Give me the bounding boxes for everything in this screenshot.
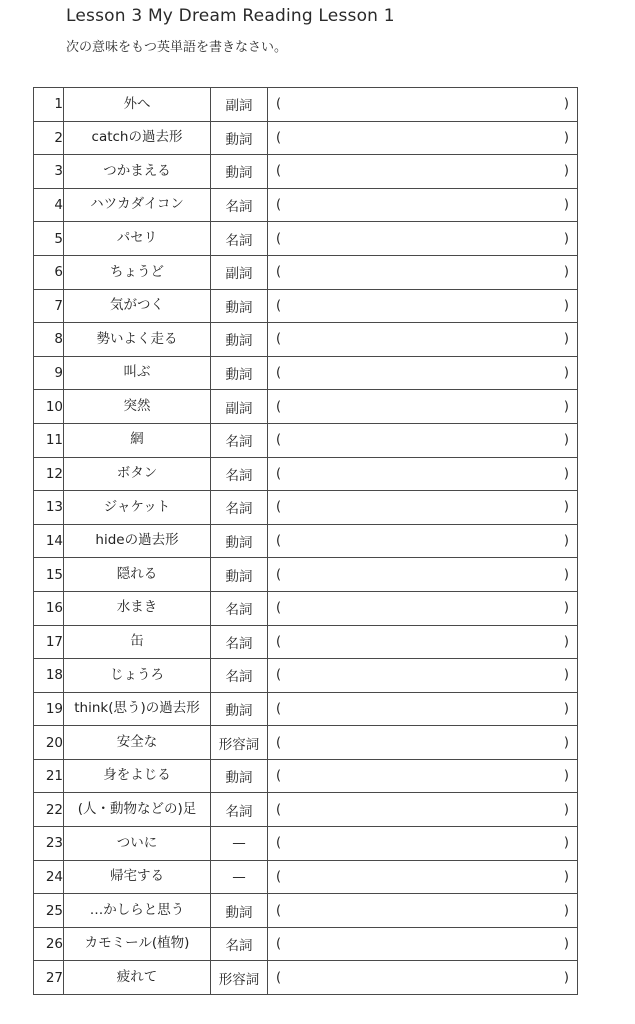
table-row bbox=[34, 659, 578, 693]
japanese-meaning: think(思う)の過去形 bbox=[64, 692, 211, 726]
japanese-meaning: 気がつく bbox=[64, 289, 211, 323]
answer-blank[interactable] bbox=[268, 188, 578, 222]
answer-blank[interactable] bbox=[268, 961, 578, 995]
close-paren: ) bbox=[563, 130, 569, 146]
part-of-speech: 動詞 bbox=[211, 524, 268, 558]
close-paren: ) bbox=[563, 499, 569, 515]
part-of-speech: 名詞 bbox=[211, 222, 268, 256]
japanese-meaning: 安全な bbox=[64, 726, 211, 760]
open-paren: ( bbox=[276, 835, 282, 851]
table-row bbox=[34, 121, 578, 155]
open-paren: ( bbox=[276, 903, 282, 919]
part-of-speech: — bbox=[211, 827, 268, 861]
japanese-meaning: じょうろ bbox=[64, 659, 211, 693]
open-paren: ( bbox=[276, 130, 282, 146]
close-paren: ) bbox=[563, 163, 569, 179]
part-of-speech: 動詞 bbox=[211, 759, 268, 793]
row-number: 16 bbox=[34, 591, 64, 625]
japanese-meaning: …かしらと思う bbox=[64, 894, 211, 928]
table-row bbox=[34, 894, 578, 928]
row-number: 9 bbox=[34, 356, 64, 390]
table-row bbox=[34, 88, 578, 122]
worksheet-instruction: 次の意味をもつ英単語を書きなさい。 bbox=[66, 40, 288, 55]
part-of-speech: 名詞 bbox=[211, 188, 268, 222]
answer-blank[interactable] bbox=[268, 894, 578, 928]
table-row bbox=[34, 255, 578, 289]
vocabulary-table-body bbox=[34, 88, 578, 995]
part-of-speech: 形容詞 bbox=[211, 726, 268, 760]
part-of-speech: 動詞 bbox=[211, 692, 268, 726]
table-row bbox=[34, 457, 578, 491]
table-row bbox=[34, 188, 578, 222]
table-row bbox=[34, 625, 578, 659]
close-paren: ) bbox=[563, 567, 569, 583]
table-row bbox=[34, 423, 578, 457]
japanese-meaning: 外へ bbox=[64, 88, 211, 122]
open-paren: ( bbox=[276, 432, 282, 448]
row-number: 2 bbox=[34, 121, 64, 155]
open-paren: ( bbox=[276, 567, 282, 583]
part-of-speech: 動詞 bbox=[211, 558, 268, 592]
close-paren: ) bbox=[563, 701, 569, 717]
row-number: 13 bbox=[34, 491, 64, 525]
row-number: 19 bbox=[34, 692, 64, 726]
row-number: 27 bbox=[34, 961, 64, 995]
answer-blank[interactable] bbox=[268, 222, 578, 256]
row-number: 1 bbox=[34, 88, 64, 122]
table-row bbox=[34, 927, 578, 961]
close-paren: ) bbox=[563, 96, 569, 112]
part-of-speech: — bbox=[211, 860, 268, 894]
open-paren: ( bbox=[276, 701, 282, 717]
japanese-meaning: カモミール(植物) bbox=[64, 927, 211, 961]
answer-blank[interactable] bbox=[268, 759, 578, 793]
worksheet-title: Lesson 3 My Dream Reading Lesson 1 bbox=[66, 6, 395, 26]
row-number: 8 bbox=[34, 323, 64, 357]
row-number: 18 bbox=[34, 659, 64, 693]
part-of-speech: 動詞 bbox=[211, 356, 268, 390]
table-row bbox=[34, 726, 578, 760]
open-paren: ( bbox=[276, 231, 282, 247]
table-row bbox=[34, 692, 578, 726]
row-number: 5 bbox=[34, 222, 64, 256]
close-paren: ) bbox=[563, 432, 569, 448]
table-row bbox=[34, 860, 578, 894]
part-of-speech: 動詞 bbox=[211, 894, 268, 928]
part-of-speech: 動詞 bbox=[211, 323, 268, 357]
japanese-meaning: パセリ bbox=[64, 222, 211, 256]
close-paren: ) bbox=[563, 298, 569, 314]
row-number: 7 bbox=[34, 289, 64, 323]
table-row bbox=[34, 524, 578, 558]
open-paren: ( bbox=[276, 869, 282, 885]
answer-blank[interactable] bbox=[268, 625, 578, 659]
table-row bbox=[34, 390, 578, 424]
answer-blank[interactable] bbox=[268, 524, 578, 558]
open-paren: ( bbox=[276, 970, 282, 986]
open-paren: ( bbox=[276, 499, 282, 515]
close-paren: ) bbox=[563, 634, 569, 650]
answer-blank[interactable] bbox=[268, 659, 578, 693]
part-of-speech: 名詞 bbox=[211, 591, 268, 625]
japanese-meaning: 突然 bbox=[64, 390, 211, 424]
japanese-meaning: 隠れる bbox=[64, 558, 211, 592]
vocabulary-table bbox=[33, 87, 578, 995]
answer-blank[interactable] bbox=[268, 289, 578, 323]
close-paren: ) bbox=[563, 365, 569, 381]
answer-blank[interactable] bbox=[268, 88, 578, 122]
part-of-speech: 動詞 bbox=[211, 289, 268, 323]
table-row bbox=[34, 961, 578, 995]
japanese-meaning: 叫ぶ bbox=[64, 356, 211, 390]
answer-blank[interactable] bbox=[268, 155, 578, 189]
part-of-speech: 副詞 bbox=[211, 88, 268, 122]
row-number: 20 bbox=[34, 726, 64, 760]
row-number: 26 bbox=[34, 927, 64, 961]
open-paren: ( bbox=[276, 667, 282, 683]
row-number: 24 bbox=[34, 860, 64, 894]
row-number: 6 bbox=[34, 255, 64, 289]
part-of-speech: 名詞 bbox=[211, 793, 268, 827]
open-paren: ( bbox=[276, 163, 282, 179]
japanese-meaning: hideの過去形 bbox=[64, 524, 211, 558]
close-paren: ) bbox=[563, 936, 569, 952]
close-paren: ) bbox=[563, 197, 569, 213]
open-paren: ( bbox=[276, 298, 282, 314]
open-paren: ( bbox=[276, 96, 282, 112]
row-number: 11 bbox=[34, 423, 64, 457]
japanese-meaning: 疲れて bbox=[64, 961, 211, 995]
table-row bbox=[34, 289, 578, 323]
row-number: 10 bbox=[34, 390, 64, 424]
table-row bbox=[34, 323, 578, 357]
open-paren: ( bbox=[276, 802, 282, 818]
open-paren: ( bbox=[276, 399, 282, 415]
part-of-speech: 名詞 bbox=[211, 457, 268, 491]
part-of-speech: 名詞 bbox=[211, 491, 268, 525]
row-number: 15 bbox=[34, 558, 64, 592]
close-paren: ) bbox=[563, 264, 569, 280]
answer-blank[interactable] bbox=[268, 726, 578, 760]
close-paren: ) bbox=[563, 399, 569, 415]
close-paren: ) bbox=[563, 970, 569, 986]
japanese-meaning: ハツカダイコン bbox=[64, 188, 211, 222]
answer-blank[interactable] bbox=[268, 827, 578, 861]
answer-blank[interactable] bbox=[268, 692, 578, 726]
part-of-speech: 動詞 bbox=[211, 155, 268, 189]
japanese-meaning: (人・動物などの)足 bbox=[64, 793, 211, 827]
row-number: 23 bbox=[34, 827, 64, 861]
open-paren: ( bbox=[276, 197, 282, 213]
open-paren: ( bbox=[276, 331, 282, 347]
japanese-meaning: ボタン bbox=[64, 457, 211, 491]
close-paren: ) bbox=[563, 600, 569, 616]
answer-blank[interactable] bbox=[268, 591, 578, 625]
close-paren: ) bbox=[563, 735, 569, 751]
part-of-speech: 副詞 bbox=[211, 390, 268, 424]
close-paren: ) bbox=[563, 667, 569, 683]
table-row bbox=[34, 591, 578, 625]
japanese-meaning: 網 bbox=[64, 423, 211, 457]
close-paren: ) bbox=[563, 903, 569, 919]
open-paren: ( bbox=[276, 936, 282, 952]
row-number: 14 bbox=[34, 524, 64, 558]
answer-blank[interactable] bbox=[268, 356, 578, 390]
part-of-speech: 名詞 bbox=[211, 423, 268, 457]
japanese-meaning: ついに bbox=[64, 827, 211, 861]
part-of-speech: 副詞 bbox=[211, 255, 268, 289]
close-paren: ) bbox=[563, 869, 569, 885]
row-number: 22 bbox=[34, 793, 64, 827]
japanese-meaning: 水まき bbox=[64, 591, 211, 625]
table-row bbox=[34, 558, 578, 592]
table-row bbox=[34, 491, 578, 525]
part-of-speech: 動詞 bbox=[211, 121, 268, 155]
row-number: 21 bbox=[34, 759, 64, 793]
answer-blank[interactable] bbox=[268, 558, 578, 592]
answer-blank[interactable] bbox=[268, 491, 578, 525]
answer-blank[interactable] bbox=[268, 121, 578, 155]
part-of-speech: 名詞 bbox=[211, 625, 268, 659]
close-paren: ) bbox=[563, 331, 569, 347]
row-number: 12 bbox=[34, 457, 64, 491]
part-of-speech: 形容詞 bbox=[211, 961, 268, 995]
table-row bbox=[34, 222, 578, 256]
table-row bbox=[34, 793, 578, 827]
japanese-meaning: つかまえる bbox=[64, 155, 211, 189]
table-row bbox=[34, 759, 578, 793]
close-paren: ) bbox=[563, 768, 569, 784]
row-number: 25 bbox=[34, 894, 64, 928]
table-row bbox=[34, 155, 578, 189]
open-paren: ( bbox=[276, 264, 282, 280]
open-paren: ( bbox=[276, 634, 282, 650]
answer-blank[interactable] bbox=[268, 390, 578, 424]
japanese-meaning: catchの過去形 bbox=[64, 121, 211, 155]
japanese-meaning: ちょうど bbox=[64, 255, 211, 289]
open-paren: ( bbox=[276, 466, 282, 482]
open-paren: ( bbox=[276, 533, 282, 549]
table-row bbox=[34, 356, 578, 390]
answer-blank[interactable] bbox=[268, 457, 578, 491]
japanese-meaning: 身をよじる bbox=[64, 759, 211, 793]
close-paren: ) bbox=[563, 231, 569, 247]
row-number: 3 bbox=[34, 155, 64, 189]
japanese-meaning: 缶 bbox=[64, 625, 211, 659]
answer-blank[interactable] bbox=[268, 255, 578, 289]
part-of-speech: 名詞 bbox=[211, 927, 268, 961]
close-paren: ) bbox=[563, 466, 569, 482]
answer-blank[interactable] bbox=[268, 323, 578, 357]
open-paren: ( bbox=[276, 735, 282, 751]
japanese-meaning: ジャケット bbox=[64, 491, 211, 525]
answer-blank[interactable] bbox=[268, 860, 578, 894]
open-paren: ( bbox=[276, 768, 282, 784]
answer-blank[interactable] bbox=[268, 423, 578, 457]
japanese-meaning: 帰宅する bbox=[64, 860, 211, 894]
open-paren: ( bbox=[276, 365, 282, 381]
close-paren: ) bbox=[563, 533, 569, 549]
open-paren: ( bbox=[276, 600, 282, 616]
answer-blank[interactable] bbox=[268, 927, 578, 961]
table-row bbox=[34, 827, 578, 861]
part-of-speech: 名詞 bbox=[211, 659, 268, 693]
row-number: 4 bbox=[34, 188, 64, 222]
answer-blank[interactable] bbox=[268, 793, 578, 827]
row-number: 17 bbox=[34, 625, 64, 659]
close-paren: ) bbox=[563, 835, 569, 851]
close-paren: ) bbox=[563, 802, 569, 818]
japanese-meaning: 勢いよく走る bbox=[64, 323, 211, 357]
